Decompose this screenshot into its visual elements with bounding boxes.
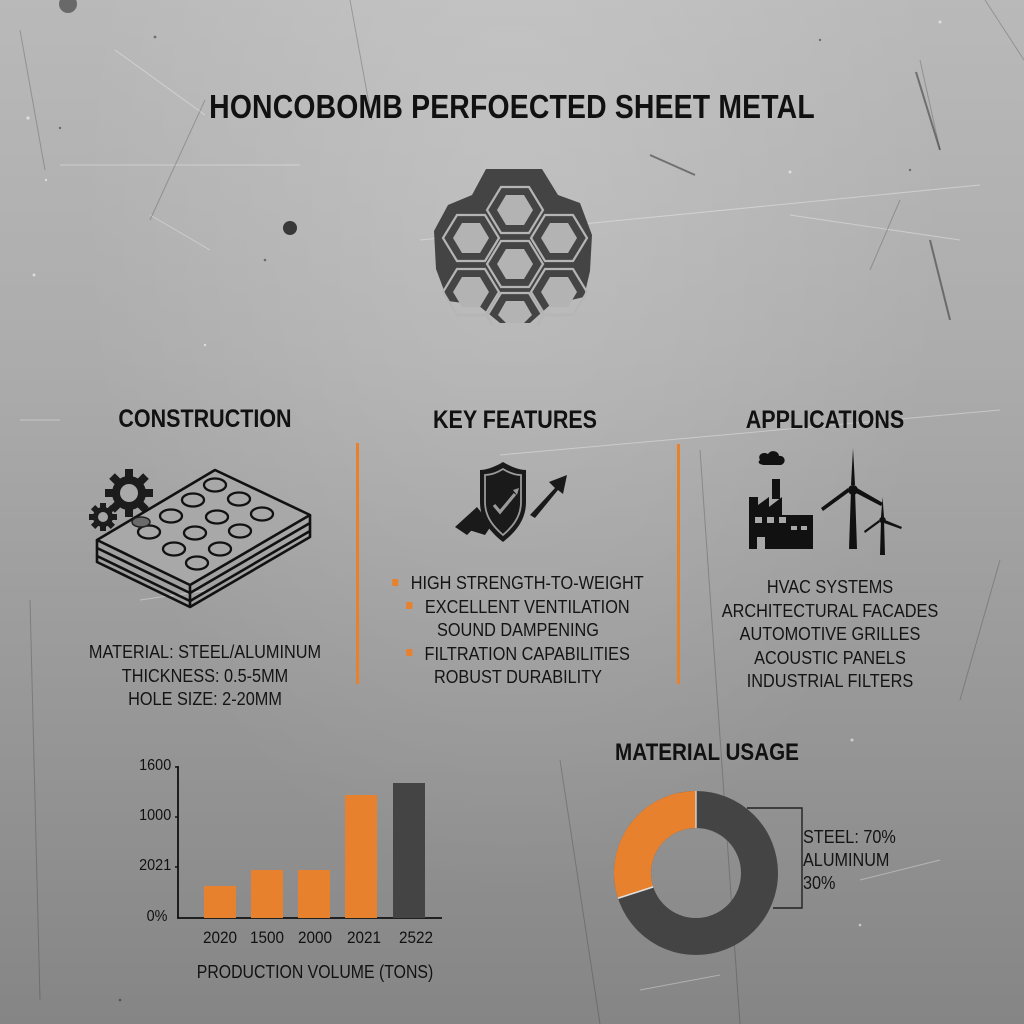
application-item: ARCHITECTURAL FACADES	[721, 599, 939, 621]
construction-heading: CONSTRUCTION	[118, 405, 292, 433]
legend-aluminum-value: 30%	[803, 873, 836, 893]
feature-item: EXCELLENT VENTILATION	[386, 595, 650, 619]
x-tick-label: 2021	[346, 928, 382, 947]
application-item: ACOUSTIC PANELS	[754, 646, 906, 668]
x-tick-label: 1500	[249, 928, 285, 947]
x-tick-label: 2020	[202, 928, 238, 947]
y-tick-label: 2021	[139, 857, 172, 874]
application-item: INDUSTRIAL FILTERS	[746, 670, 914, 691]
page-title: HONCOBOMB PERFOECTED SHEET METAL	[209, 88, 815, 125]
y-tick-label: 1000	[139, 807, 172, 824]
legend-aluminum: ALUMINUM	[803, 850, 890, 870]
y-tick-label: 1600	[139, 757, 172, 774]
spec-hole-size: HOLE SIZE: 2-20MM	[128, 688, 282, 709]
key-features-heading: KEY FEATURES	[432, 406, 598, 434]
applications-heading: APPLICATIONS	[745, 406, 905, 434]
slice-aluminum	[614, 791, 696, 898]
application-item: AUTOMOTIVE GRILLES	[739, 623, 921, 644]
x-tick-label: 2000	[297, 928, 333, 947]
x-axis-title: PRODUCTION VOLUME (TONS)	[196, 962, 434, 982]
feature-item: FILTRATION CAPABILITIES	[386, 642, 650, 666]
spec-thickness: THICKNESS: 0.5-5MM	[121, 664, 289, 686]
donut-legend	[803, 826, 896, 895]
spec-material: MATERIAL: STEEL/ALUMINUM	[88, 641, 322, 662]
legend-steel: STEEL: 70%	[803, 827, 896, 847]
feature-item: ROBUST DURABILITY	[434, 666, 602, 687]
application-item: HVAC SYSTEMS	[766, 576, 894, 597]
feature-item: SOUND DAMPENING	[437, 619, 599, 640]
y-tick-label: 0%	[146, 908, 168, 925]
feature-item: HIGH STRENGTH-TO-WEIGHT	[386, 571, 650, 595]
material-usage-heading: MATERIAL USAGE	[615, 739, 799, 766]
x-tick-label: 2522	[398, 928, 434, 947]
